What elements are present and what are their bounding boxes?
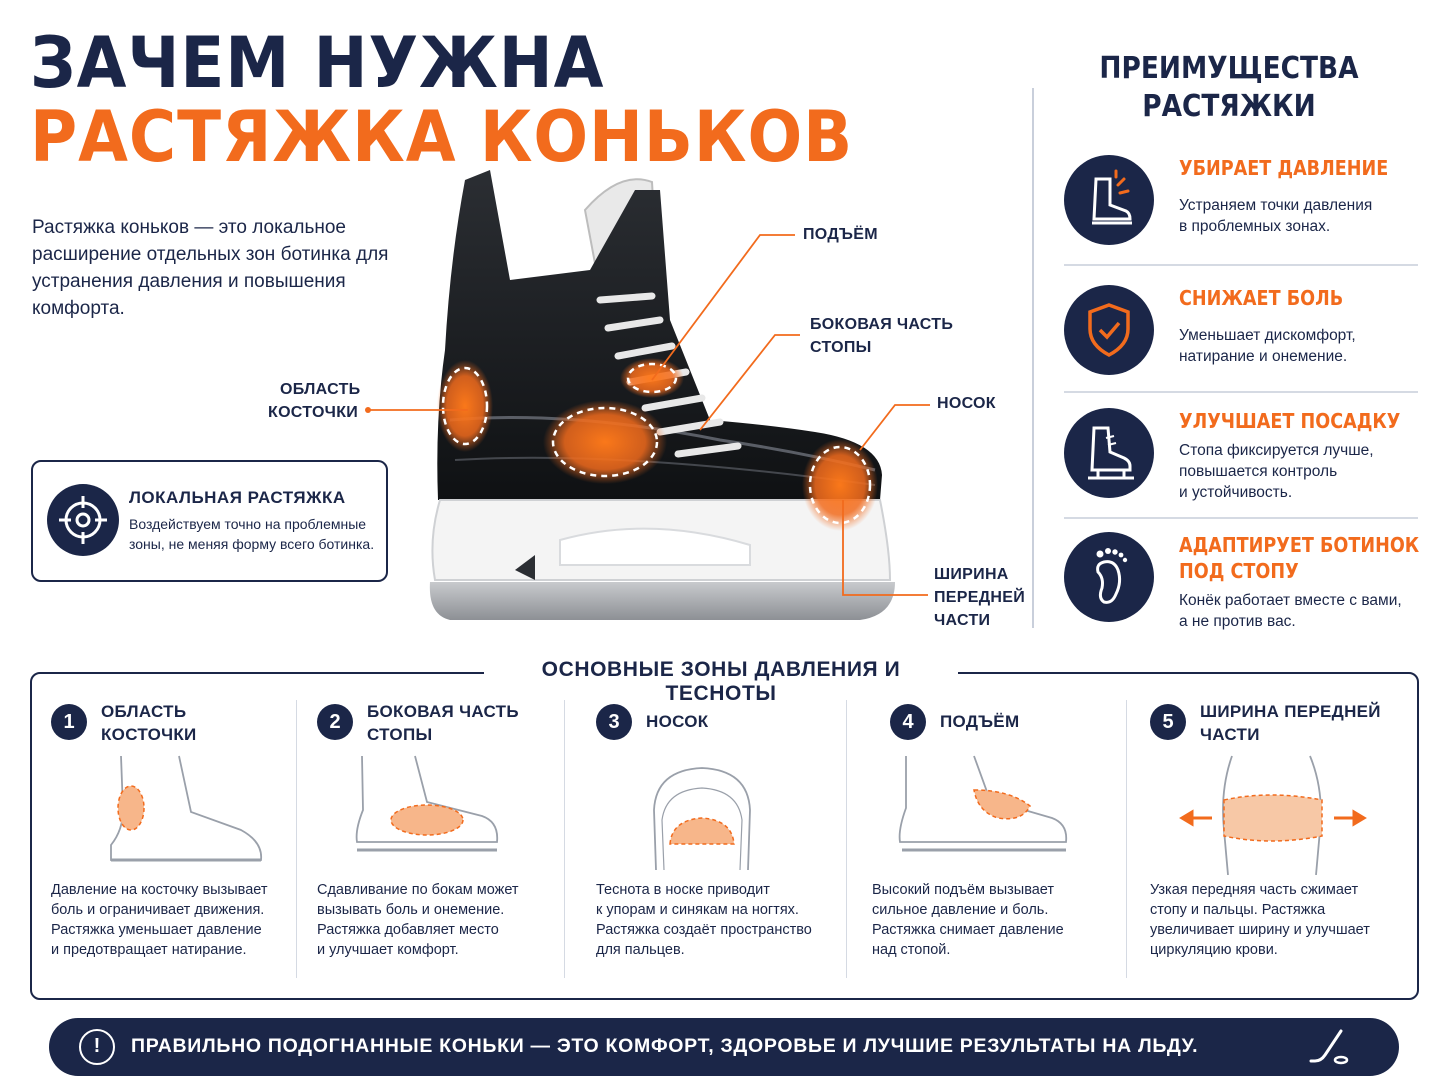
- advantage-text: [1179, 590, 1424, 632]
- advantage-divider: [1064, 517, 1418, 519]
- advantage-text: [1179, 325, 1424, 367]
- advantage-text-line: Устраняем точки давления: [1179, 197, 1373, 214]
- advantage-title-line: АДАПТИРУЕТ БОТИНОК: [1179, 533, 1420, 557]
- skate-icon: [1064, 408, 1154, 498]
- page-title-line1: ЗАЧЕМ НУЖНА: [30, 22, 605, 104]
- zone-divider: [296, 700, 297, 978]
- zone-desc-line: сильное давление и боль.: [872, 902, 1049, 918]
- zone-desc-line: для пальцев.: [596, 942, 685, 958]
- zone-name-line: БОКОВАЯ ЧАСТЬ: [367, 702, 519, 721]
- zone-description: [1150, 880, 1370, 960]
- zone-desc-line: Растяжка уменьшает давление: [51, 922, 262, 938]
- card-title: ЛОКАЛЬНАЯ РАСТЯЖКА: [129, 488, 346, 507]
- zone-desc-line: к упорам и синякам на ногтях.: [596, 902, 799, 918]
- zone-name: ПОДЪЁМ: [940, 712, 1020, 731]
- advantage-text: [1179, 195, 1424, 237]
- exclamation-icon: !: [79, 1029, 115, 1065]
- label-instep: ПОДЪЁМ: [803, 226, 878, 243]
- zone-desc-line: Теснота в носке приводит: [596, 882, 770, 898]
- advantage-text-line: повышается контроль: [1179, 463, 1338, 480]
- label-width-line3: ЧАСТИ: [934, 612, 991, 629]
- advantage-text-line: а не против вас.: [1179, 613, 1296, 630]
- zone-desc-line: Сдавливание по бокам может: [317, 882, 519, 898]
- zone-desc-line: Давление на косточку вызывает: [51, 882, 268, 898]
- zone-number: 5: [1150, 704, 1186, 740]
- advantage-divider: [1064, 264, 1418, 266]
- page-title-line2: РАСТЯЖКА КОНЬКОВ: [30, 96, 854, 178]
- advantages-title-line1: ПРЕИМУЩЕСТВА: [1099, 51, 1359, 86]
- zone-item: [1150, 700, 1410, 980]
- zone-desc-line: боль и ограничивает движения.: [51, 902, 265, 918]
- advantage-divider: [1064, 391, 1418, 393]
- advantage-title: УБИРАЕТ ДАВЛЕНИЕ: [1179, 156, 1389, 180]
- zone-desc-line: стопу и пальцы. Растяжка: [1150, 902, 1326, 918]
- card-text: Воздействуем точно на проблемные зоны, не меняя форму всего ботинка.: [129, 516, 375, 552]
- advantage-text-line: в проблемных зонах.: [1179, 218, 1331, 235]
- zone-divider: [564, 700, 565, 978]
- footprint-icon: [1064, 532, 1154, 622]
- zone-desc-line: и улучшает комфорт.: [317, 942, 459, 958]
- bottom-banner: [49, 1018, 1399, 1076]
- advantage-title: [1179, 532, 1420, 584]
- zone-name-line: ШИРИНА ПЕРЕДНЕЙ: [1200, 702, 1381, 721]
- zone-desc-line: Высокий подъём вызывает: [872, 882, 1055, 898]
- banner-text: ПРАВИЛЬНО ПОДОГНАННЫЕ КОНЬКИ — ЭТО КОМФОРТ, ЗДОРОВЬЕ И ЛУЧШИЕ РЕЗУЛЬТАТЫ НА ЛЬДУ.: [131, 1035, 1199, 1057]
- advantage-text-line: Уменьшает дискомфорт,: [1179, 327, 1356, 344]
- ankle-zone-diagram: [51, 750, 281, 870]
- label-toe: НОСОК: [937, 395, 996, 412]
- advantage-text-line: и устойчивость.: [1179, 484, 1293, 501]
- advantage-text-line: Стопа фиксируется лучше,: [1179, 442, 1374, 459]
- zone-item: [317, 700, 557, 980]
- vertical-divider: [1032, 88, 1034, 628]
- advantage-title: УЛУЧШАЕТ ПОСАДКУ: [1179, 409, 1401, 433]
- zone-number: 2: [317, 704, 353, 740]
- zone-desc-line: над стопой.: [872, 942, 951, 958]
- zone-desc-line: и предотвращает натирание.: [51, 942, 247, 958]
- zone-number: 4: [890, 704, 926, 740]
- zone-desc-line: вызывать боль и онемение.: [317, 902, 505, 918]
- zone-description: [51, 880, 268, 960]
- zone-name-line: КОСТОЧКИ: [101, 725, 197, 744]
- zone-name: [367, 700, 519, 746]
- zone-number: 1: [51, 704, 87, 740]
- zones-title: ОСНОВНЫЕ ЗОНЫ ДАВЛЕНИЯ И ТЕСНОТЫ: [541, 658, 901, 705]
- zone-desc-line: увеличивает ширину и улучшает: [1150, 922, 1370, 938]
- instep-zone-diagram: [890, 750, 1120, 870]
- zone-desc-line: Растяжка снимает давление: [872, 922, 1064, 938]
- zone-description: [317, 880, 519, 960]
- label-ankle-line2: КОСТОЧКИ: [268, 404, 359, 421]
- zone-desc-line: циркуляцию крови.: [1150, 942, 1278, 958]
- zone-number: 3: [596, 704, 632, 740]
- zone-item: [51, 700, 291, 980]
- forefoot-width-diagram: [1150, 750, 1400, 875]
- label-width-line2: ПЕРЕДНЕЙ: [934, 589, 1026, 606]
- advantages-title: [1089, 50, 1369, 126]
- zone-name-line: ЧАСТИ: [1200, 725, 1260, 744]
- toe-zone-diagram: [596, 750, 826, 872]
- zone-name-line: ОБЛАСТЬ: [101, 702, 187, 721]
- label-side-line2: СТОПЫ: [810, 339, 872, 356]
- zone-divider: [1126, 700, 1127, 978]
- advantage-title-line: ПОД СТОПУ: [1179, 559, 1299, 583]
- advantage-text-line: Конёк работает вместе с вами,: [1179, 592, 1402, 609]
- label-width-line1: ШИРИНА: [934, 566, 1009, 583]
- hockey-stick-icon: [1307, 1027, 1351, 1067]
- zone-name: [1200, 700, 1381, 746]
- advantage-title: СНИЖАЕТ БОЛЬ: [1179, 286, 1344, 310]
- zone-description: [596, 880, 812, 960]
- intro-text: Растяжка коньков — это локальное расширение отдельных зон ботинка для устранения давления и повышения комфорта.: [32, 217, 389, 319]
- zone-desc-line: Узкая передняя часть сжимает: [1150, 882, 1359, 898]
- zone-desc-line: Растяжка добавляет место: [317, 922, 499, 938]
- boot-pressure-icon: [1064, 155, 1154, 245]
- zone-desc-line: Растяжка создаёт пространство: [596, 922, 812, 938]
- advantage-text-line: натирание и онемение.: [1179, 348, 1348, 365]
- zone-name: НОСОК: [646, 712, 709, 731]
- zone-divider: [846, 700, 847, 978]
- zone-description: [872, 880, 1064, 960]
- advantages-title-line2: РАСТЯЖКИ: [1142, 89, 1316, 124]
- label-side-line1: БОКОВАЯ ЧАСТЬ: [810, 316, 954, 333]
- side-zone-diagram: [317, 750, 547, 870]
- label-ankle-line1: ОБЛАСТЬ: [280, 381, 361, 398]
- zone-name: [101, 700, 197, 746]
- zone-item: [872, 700, 1120, 980]
- shield-check-icon: [1064, 285, 1154, 375]
- zone-name-line: СТОПЫ: [367, 725, 433, 744]
- zone-item: [596, 700, 836, 980]
- advantage-text: [1179, 440, 1424, 503]
